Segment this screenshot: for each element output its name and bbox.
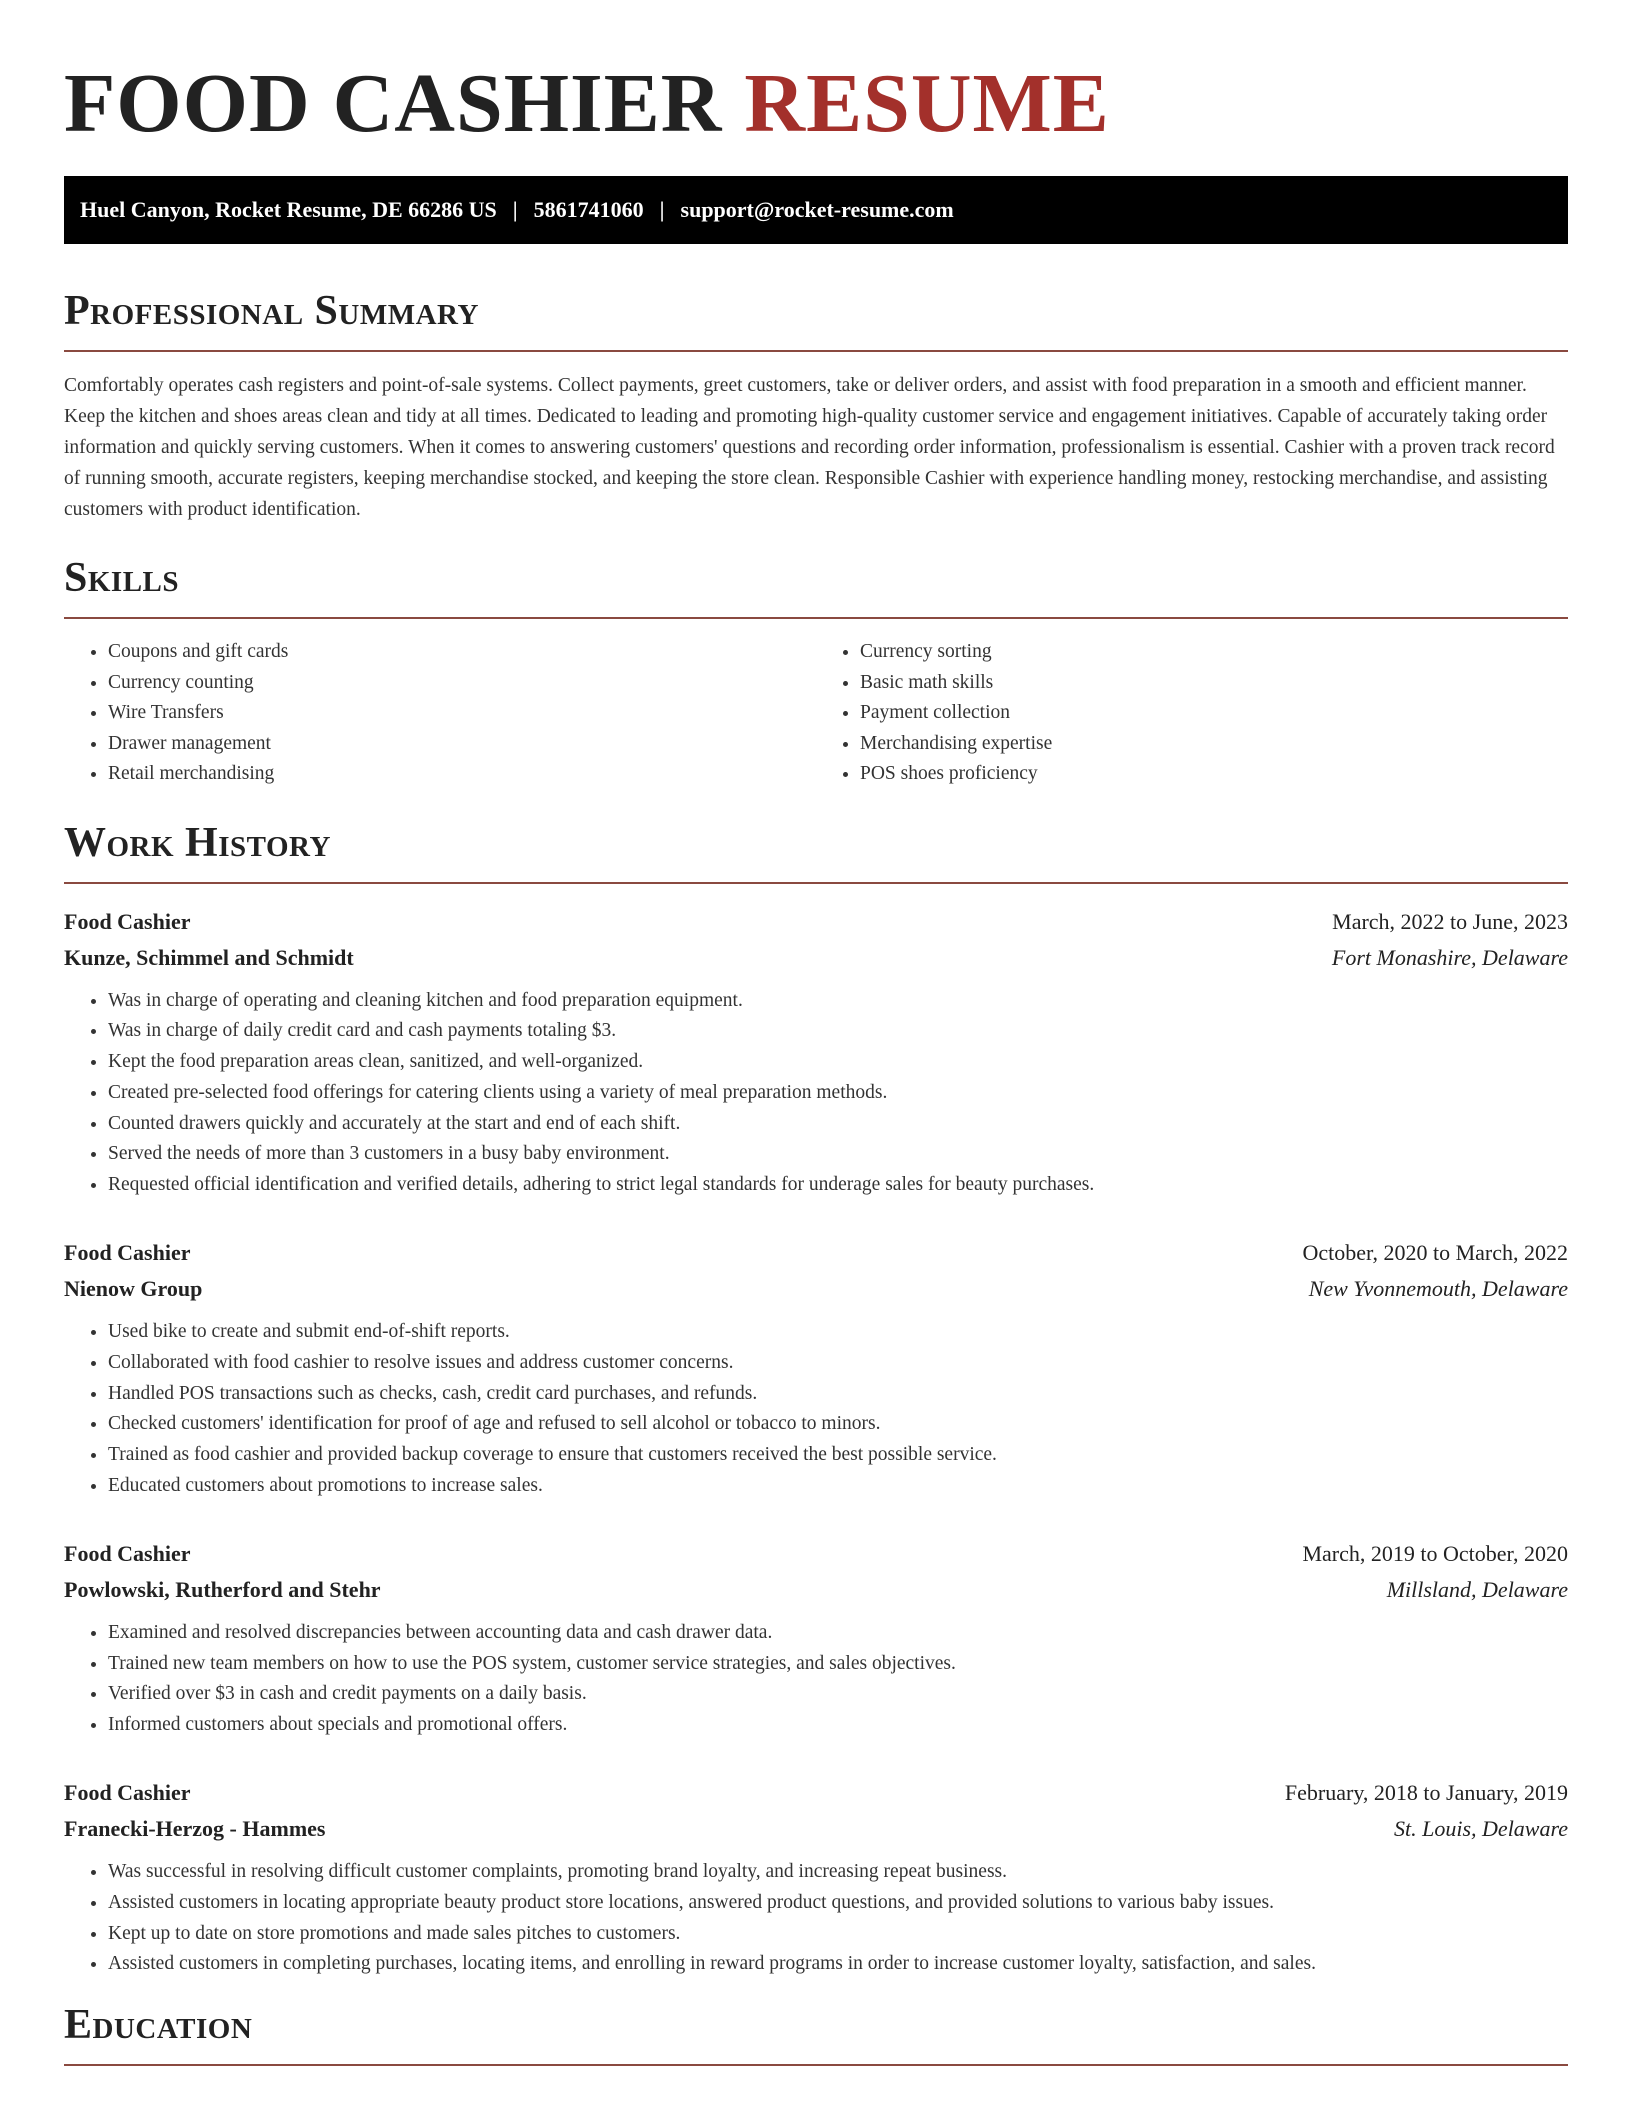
job-company-row (64, 1271, 1568, 1307)
skill-item: • Drawer management (108, 729, 816, 760)
job-duty: • Was successful in resolving difficult customer complaints, promoting brand loyalty, and increasing repeat business. (108, 1857, 1568, 1888)
job-duty: • Assisted customers in locating appropriate beauty product store locations, answered product questions, and provided solutions to various baby issues. (108, 1888, 1568, 1919)
job-company: Nienow Group (64, 1276, 203, 1302)
education-section (64, 2000, 1568, 2066)
job-entry (64, 1536, 1568, 1741)
skill-item: • Coupons and gift cards (108, 637, 816, 668)
job-entry (64, 1775, 1568, 1980)
professional-summary-section (64, 286, 1568, 525)
job-entry (64, 904, 1568, 1202)
contact-address: Huel Canyon, Rocket Resume, DE 66286 US (80, 197, 497, 222)
job-company: Kunze, Schimmel and Schmidt (64, 944, 354, 970)
job-dates: March, 2022 to June, 2023 (1332, 908, 1568, 934)
contact-separator: | (659, 197, 665, 222)
section-divider (64, 2064, 1568, 2066)
contact-bar (64, 176, 1568, 244)
skills-list-left (64, 637, 816, 790)
job-location: Millsland, Delaware (1386, 1576, 1568, 1602)
job-duty: • Informed customers about specials and promotional offers. (108, 1710, 1568, 1741)
resume-page (64, 0, 1568, 2066)
job-company-row (64, 940, 1568, 976)
job-duty: • Assisted customers in completing purchases, locating items, and enrolling in reward programs in order to increase customer loyalty, satisfaction, and sales. (108, 1949, 1568, 1980)
contact-email: support@rocket-resume.com (680, 197, 954, 222)
job-company-row (64, 1572, 1568, 1608)
job-duty: • Verified over $3 in cash and credit payments on a daily basis. (108, 1679, 1568, 1710)
job-duty: • Created pre-selected food offerings for catering clients using a variety of meal preparation methods. (108, 1078, 1568, 1109)
skills-list-right (816, 637, 1568, 790)
skills-section (64, 553, 1568, 790)
job-entry (64, 1235, 1568, 1502)
job-title: Food Cashier (64, 908, 191, 934)
job-duty: • Handled POS transactions such as checks, cash, credit card purchases, and refunds. (108, 1379, 1568, 1410)
job-dates: March, 2019 to October, 2020 (1302, 1540, 1568, 1566)
skill-item: • Retail merchandising (108, 759, 816, 790)
job-duty: • Kept the food preparation areas clean, sanitized, and well-organized. (108, 1047, 1568, 1078)
skill-item: • POS shoes proficiency (860, 759, 1568, 790)
job-dates: October, 2020 to March, 2022 (1302, 1240, 1568, 1266)
job-duty: • Trained as food cashier and provided backup coverage to ensure that customers received the best possible service. (108, 1440, 1568, 1471)
job-company-row (64, 1811, 1568, 1847)
job-title: Food Cashier (64, 1240, 191, 1266)
section-divider (64, 617, 1568, 619)
section-heading-summary: Professional Summary (64, 288, 479, 334)
job-company: Franecki-Herzog - Hammes (64, 1816, 326, 1842)
job-duties-list (64, 1857, 1568, 1980)
job-duty: • Used bike to create and submit end-of-shift reports. (108, 1317, 1568, 1348)
job-header-row (64, 904, 1568, 940)
skill-item: • Currency counting (108, 668, 816, 699)
section-divider (64, 350, 1568, 352)
job-location: Fort Monashire, Delaware (1331, 944, 1568, 970)
job-duty: • Kept up to date on store promotions and made sales pitches to customers. (108, 1919, 1568, 1950)
job-duty: • Was in charge of daily credit card and cash payments totaling $3. (108, 1016, 1568, 1047)
job-duty: • Was in charge of operating and cleaning kitchen and food preparation equipment. (108, 986, 1568, 1017)
skill-item: • Basic math skills (860, 668, 1568, 699)
job-title: Food Cashier (64, 1540, 191, 1566)
skills-grid (64, 637, 1568, 790)
summary-text: Comfortably operates cash registers and point-of-sale systems. Collect payments, greet customers, take or deliver orders, and assist with food preparation in a smooth and efficient manner. Keep the kitchen and shoes areas clean and tidy at all times. Dedicated to leading and promoting high-quality customer service and engagement initiatives. Capable of accurately taking order information and quickly serving customers. When it comes to answering customers' questions and recording order information, professionalism is essential. Cashier with a proven track record of running smooth, accurate registers, keeping merchandise stocked, and keeping the store clean. Responsible Cashier with experience handling money, restocking merchandise, and assisting customers with product identification. (64, 375, 1555, 520)
job-duty: • Counted drawers quickly and accurately at the start and end of each shift. (108, 1109, 1568, 1140)
job-header-row (64, 1235, 1568, 1271)
job-duties-list (64, 1618, 1568, 1741)
job-duties-list (64, 986, 1568, 1202)
job-duty: • Requested official identification and verified details, adhering to strict legal standards for underage sales for beauty purchases. (108, 1170, 1568, 1201)
job-duties-list (64, 1317, 1568, 1502)
job-duty: • Trained new team members on how to use the POS system, customer service strategies, and sales objectives. (108, 1649, 1568, 1680)
skill-item: • Wire Transfers (108, 698, 816, 729)
job-duty: • Checked customers' identification for proof of age and refused to sell alcohol or tobacco to minors. (108, 1409, 1568, 1440)
section-heading-skills: Skills (64, 555, 180, 601)
job-duty: • Examined and resolved discrepancies between accounting data and cash drawer data. (108, 1618, 1568, 1649)
job-header-row (64, 1536, 1568, 1572)
skill-item: • Merchandising expertise (860, 729, 1568, 760)
skill-item: • Currency sorting (860, 637, 1568, 668)
job-dates: February, 2018 to January, 2019 (1284, 1780, 1568, 1806)
job-location: New Yvonnemouth, Delaware (1308, 1276, 1568, 1302)
job-company: Powlowski, Rutherford and Stehr (64, 1576, 381, 1602)
job-duty: • Collaborated with food cashier to resolve issues and address customer concerns. (108, 1348, 1568, 1379)
job-title: Food Cashier (64, 1780, 191, 1806)
work-history-section (64, 818, 1568, 1981)
section-heading-work-history: Work History (64, 819, 331, 866)
job-duty: • Educated customers about promotions to increase sales. (108, 1471, 1568, 1502)
resume-title (64, 56, 1568, 152)
section-divider (64, 882, 1568, 884)
job-duty: • Served the needs of more than 3 customers in a busy baby environment. (108, 1139, 1568, 1170)
skill-item: • Payment collection (860, 698, 1568, 729)
job-location: St. Louis, Delaware (1394, 1816, 1568, 1842)
title-accent: RESUME (744, 57, 1110, 150)
contact-separator: | (512, 197, 518, 222)
title-main: FOOD CASHIER (64, 57, 723, 150)
contact-phone: 5861741060 (533, 197, 644, 222)
job-header-row (64, 1775, 1568, 1811)
section-heading-education: Education (64, 2002, 253, 2049)
